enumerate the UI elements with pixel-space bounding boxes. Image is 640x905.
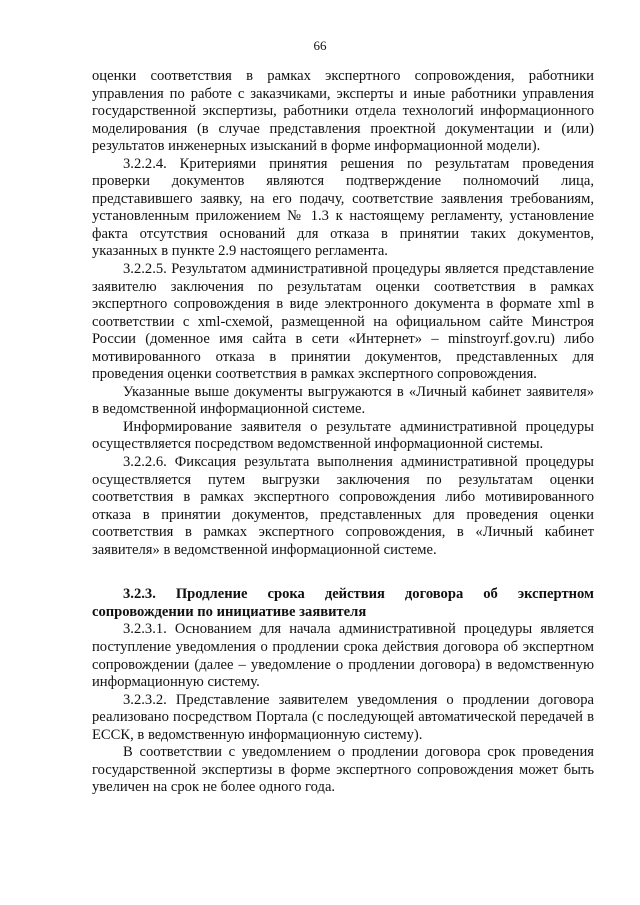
paragraph-3-2-3-1: 3.2.3.1. Основанием для начала административной процедуры является поступление уведомления о продлении срока действия договора об экспертном сопровождении (далее – уведомление о продлении договора) в ведомственную информационную систему. xyxy=(92,621,594,691)
paragraph-informing: Информирование заявителя о результате административной процедуры осуществляется посредством ведомственной информационной системы. xyxy=(92,418,594,453)
paragraph-3-2-2-5: 3.2.2.5. Результатом административной процедуры является представление заявителю заключения по результатам оценки соответствия в рамках экспертного сопровождения в виде электронного документа в формате xml в соответствии с xml-схемой, размещенной на официальном сайте Минстроя России (доменное имя сайта в сети «Интернет» – minstroyrf.gov.ru) либо мотивированного отказа в принятии документов, представленных для проведения оценки соответствия в рамках экспертного сопровождения. xyxy=(92,261,594,383)
paragraph-continuation: оценки соответствия в рамках экспертного сопровождения, работники управления по работе с заказчиками, эксперты и иные работники управления государственной экспертизы, работники отдела технологий информационного моделирования (в случае представления проектной документации и (или) результатов инженерных изысканий в форме информационной модели). xyxy=(92,68,594,155)
document-body xyxy=(92,68,594,797)
paragraph-3-2-3-2: 3.2.3.2. Представление заявителем уведомления о продлении договора реализовано посредством Портала (с последующей автоматической передачей в ЕССК, в ведомственную информационную систему). xyxy=(92,691,594,743)
paragraph-3-2-2-6: 3.2.2.6. Фиксация результата выполнения административной процедуры осуществляется путем выгрузки заключения по результатам оценки соответствия в рамках экспертного сопровождения либо мотивированного отказа в принятии документов, представленных для проведения оценки соответствия в рамках экспертного сопровождения, в «Личный кабинет заявителя» в ведомственной информационной системе. xyxy=(92,454,594,558)
paragraph-documents-uploaded: Указанные выше документы выгружаются в «Личный кабинет заявителя» в ведомственной информационной системе. xyxy=(92,383,594,418)
paragraph-extension-term: В соответствии с уведомлением о продлении договора срок проведения государственной экспертизы в форме экспертного сопровождения может быть увеличен на срок не более одного года. xyxy=(92,744,594,796)
section-heading-3-2-3: 3.2.3. Продление срока действия договора об экспертном сопровождении по инициативе заявителя xyxy=(92,586,594,620)
paragraph-3-2-2-4: 3.2.2.4. Критериями принятия решения по результатам проведения проверки документов являются подтверждение полномочий лица, представившего заявку, на его подачу, соответствие заявления требованиям, установленным приложением № 1.3 к настоящему регламенту, установление факта отсутствия оснований для отказа в принятии таких документов, указанных в пункте 2.9 настоящего регламента. xyxy=(92,155,594,260)
page-number: 66 xyxy=(313,38,327,53)
